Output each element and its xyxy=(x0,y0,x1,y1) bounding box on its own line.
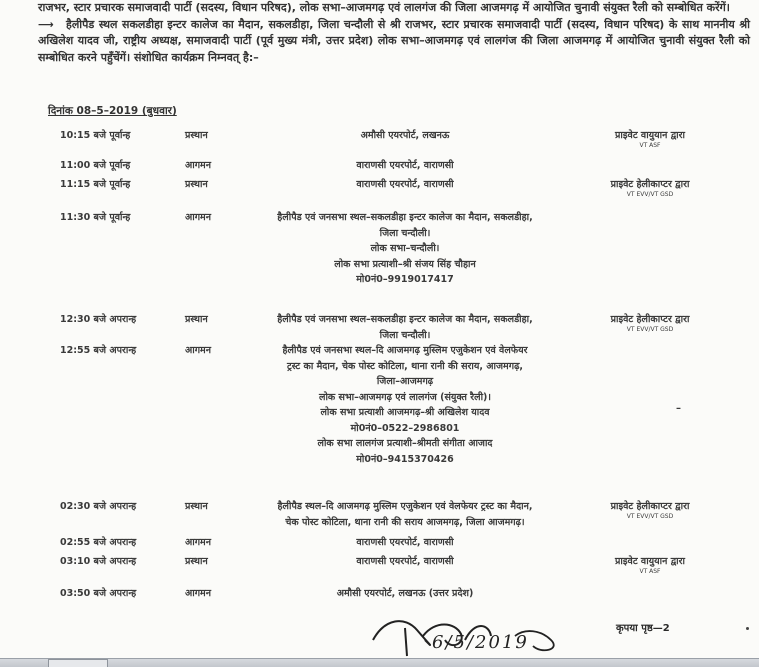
schedule-transport-label: प्राइवेट हेलीकाप्टर द्वारा xyxy=(610,501,690,512)
schedule-place-line: हैलीपैड एवं जनसभा स्थल–सकलडीहा इन्टर कालेज का मैदान, सकलडीहा, xyxy=(277,212,533,223)
schedule-time: 03:50 बजे अपरान्ह xyxy=(60,588,137,599)
schedule-place xyxy=(240,343,570,467)
schedule-action: प्रस्थान xyxy=(185,130,208,141)
schedule-dash: – xyxy=(676,403,681,414)
intro-paragraph-2 xyxy=(38,17,750,67)
schedule-place-line: चेक पोस्ट कोटिला, थाना रानी की सराय आजमगढ़, जिला आजमगढ़। xyxy=(285,516,525,528)
schedule-place xyxy=(240,128,570,144)
schedule-transport-label: प्राइवेट हेलीकाप्टर द्वारा xyxy=(610,314,690,325)
intro-paragraph-1: राजभर, स्टार प्रचारक समाजवादी पार्टी (सदस्य, विधान परिषद), लोक सभा–आजमगढ़ एवं लालगंज की जिला आजमगढ़ में आयोजित चुनावी संयुक्त रैली को सम्बोधित करेंगें। xyxy=(38,1,730,14)
page-dot xyxy=(746,627,749,630)
schedule-action: प्रस्थान xyxy=(185,179,208,190)
schedule-transport xyxy=(580,499,720,520)
schedule-aircraft-code: VT ASF xyxy=(639,142,661,149)
schedule-time: 03:10 बजे अपरान्ह xyxy=(60,556,137,567)
schedule-date: दिनांक 08–5–2019 (बुधवार) xyxy=(48,105,177,117)
schedule-place-line: जिला–आजमगढ़ xyxy=(376,376,434,387)
arrow-icon: ⟶ xyxy=(38,17,54,31)
schedule-place xyxy=(240,210,570,288)
schedule-action: प्रस्थान xyxy=(185,556,208,567)
page-continue-note: कृपया पृष्ठ—2 xyxy=(616,623,670,634)
schedule-place-line: लोक सभा प्रत्याशी–श्री संजय सिंह चौहान xyxy=(334,258,476,270)
schedule-place-line: जिला चन्दौली। xyxy=(379,329,431,341)
schedule-place xyxy=(240,177,570,193)
schedule-transport-label: प्राइवेट वायुयान द्वारा xyxy=(615,556,685,567)
intro-paragraph-2-text: हैलीपैड स्थल सकलडीहा इन्टर कालेज का मैदान, सकलडीहा, जिला चन्दौली से श्री राजभर, स्टार प्रचारक समाजवादी पार्टी (सदस्य, विधान परिषद) के साथ माननीय श्री अखिलेश यादव जी, राष्ट्रीय अध्यक्ष, समाजवादी पार्टी (पूर्व मुख्य मंत्री, उत्तर प्रदेश) लोक सभा–आजमगढ़ एवं लालगंज की जिला आजमगढ़ में आयोजित चुनावी संयुक्त रैली को सम्बोधित करने पहुँचेंगें। संशोधित कार्यक्रम निम्नवत् है:– xyxy=(38,17,750,64)
schedule-place-line: मो0नं0–9919017417 xyxy=(356,274,454,285)
schedule-place-line: हैलीपैड एवं जनसभा स्थल–सकलडीहा इन्टर कालेज का मैदान, सकलडीहा, xyxy=(277,314,533,325)
schedule-place-line: लोक सभा प्रत्याशी आजमगढ़–श्री अखिलेश यादव xyxy=(320,407,490,418)
schedule-action: आगमन xyxy=(185,345,212,356)
schedule-place-line: वाराणसी एयरपोर्ट, वाराणसी xyxy=(356,179,454,190)
schedule-action: प्रस्थान xyxy=(185,314,208,325)
schedule-place-line: मो0नं0–0522–2986801 xyxy=(350,422,460,434)
schedule-place-line: हैलीपैड एवं जनसभा स्थल–दि आजमगढ़ मुस्लिम एजुकेशन एवं वेलफेयर xyxy=(282,345,528,356)
schedule-place-line: अमौसी एयरपोर्ट, लखनऊ (उत्तर प्रदेश) xyxy=(336,588,474,599)
schedule-transport xyxy=(580,177,720,198)
schedule-time: 02:30 बजे अपरान्ह xyxy=(60,501,137,512)
schedule-aircraft-code: VT EVV/VT GSD xyxy=(626,513,674,520)
intro-text xyxy=(38,0,750,66)
schedule-place-line: हैलीपैड स्थल–दि आजमगढ़ मुस्लिम एजुकेशन एवं वेलफेयर ट्रस्ट का मैदान, xyxy=(277,501,533,512)
schedule-place xyxy=(240,499,570,530)
schedule-place-line: वाराणसी एयरपोर्ट, वाराणसी xyxy=(356,556,454,567)
schedule-action: आगमन xyxy=(185,588,212,599)
schedule-time: 10:15 बजे पूर्वान्ह xyxy=(60,130,131,141)
schedule-place-line: मो0नं0–9415370426 xyxy=(356,453,454,465)
schedule-transport xyxy=(580,312,720,333)
schedule-transport-label: प्राइवेट हेलीकाप्टर द्वारा xyxy=(610,179,690,190)
schedule-aircraft-code: VT ASF xyxy=(639,568,661,575)
schedule-aircraft-code: VT EVV/VT GSD xyxy=(626,326,674,333)
schedule-place-line: अमौसी एयरपोर्ट, लखनऊ xyxy=(360,130,450,141)
schedule-place-line: वाराणसी एयरपोर्ट, वाराणसी xyxy=(356,537,454,548)
schedule-place-line: ट्रस्ट का मैदान, चेक पोस्ट कोटिला, थाना रानी की सराय, आजमगढ़, xyxy=(286,360,524,372)
schedule-place xyxy=(240,554,570,570)
schedule-action: प्रस्थान xyxy=(185,501,208,512)
schedule-action: आगमन xyxy=(185,537,212,548)
schedule-place-line: लोक सभा लालगंज प्रत्याशी–श्रीमती संगीता आजाद xyxy=(317,438,493,449)
schedule-place xyxy=(240,586,570,602)
schedule-action: आगमन xyxy=(185,160,212,171)
schedule-place-line: वाराणसी एयरपोर्ट, वाराणसी xyxy=(356,160,454,171)
schedule-time: 12:30 बजे अपरान्ह xyxy=(60,314,137,325)
schedule-time: 11:00 बजे पूर्वान्ह xyxy=(60,160,131,171)
schedule-time: 12:55 बजे अपरान्ह xyxy=(60,345,137,356)
schedule-place xyxy=(240,158,570,174)
schedule-aircraft-code: VT EVV/VT GSD xyxy=(626,191,674,198)
schedule-time: 11:15 बजे पूर्वान्ह xyxy=(60,179,131,190)
schedule-place-line: लोक सभा–चन्दौली। xyxy=(370,243,440,254)
schedule-place-line: लोक सभा–आजमगढ़ एवं लालगंज (संयुक्त रैली)। xyxy=(319,391,491,403)
schedule-place xyxy=(240,312,570,343)
schedule-place-line: जिला चन्दौली। xyxy=(379,227,431,239)
signature-date: 6/5/2019 xyxy=(432,632,529,653)
schedule-transport-label: प्राइवेट वायुयान द्वारा xyxy=(615,130,685,141)
schedule-time: 11:30 बजे पूर्वान्ह xyxy=(60,212,131,223)
schedule-place xyxy=(240,535,570,551)
schedule-transport xyxy=(580,554,720,575)
schedule-action: आगमन xyxy=(185,212,212,223)
schedule-time: 02:55 बजे अपरान्ह xyxy=(60,537,137,548)
schedule-transport xyxy=(580,128,720,149)
